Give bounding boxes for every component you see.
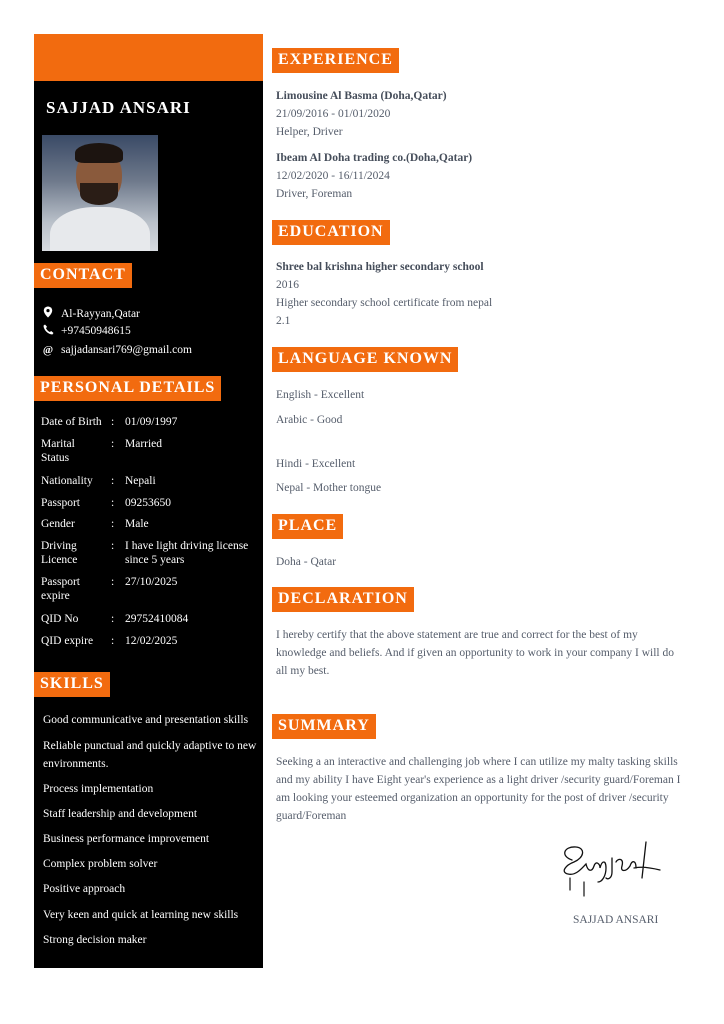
language-heading: LANGUAGE KNOWN <box>272 347 458 372</box>
place-heading: PLACE <box>272 514 343 539</box>
language-item: Nepal - Mother tongue <box>276 482 382 494</box>
location-pin-icon <box>42 306 54 321</box>
personal-row-licence: Driving Licence : I have light driving license since 5 years <box>41 540 249 566</box>
contact-email: @ sajjadansari769@gmail.com <box>42 344 192 356</box>
skill-item: Positive approach <box>43 883 126 895</box>
declaration-text: I hereby certify that the above statement are true and correct for the best of my knowledge and beliefs. And if given an opportunity to work in your company I will do all my best. <box>276 629 674 677</box>
personal-row-qid: QID No : 29752410084 <box>41 613 189 625</box>
personal-row-gender: Gender : Male <box>41 518 149 530</box>
experience-dates: 21/09/2016 - 01/01/2020 <box>276 108 391 120</box>
skill-item: Reliable punctual and quickly adaptive to new environments. <box>43 740 257 770</box>
experience-dates: 12/02/2020 - 16/11/2024 <box>276 170 390 182</box>
contact-heading: CONTACT <box>34 263 132 288</box>
language-item: Hindi - Excellent <box>276 458 356 470</box>
experience-role: Driver, Foreman <box>276 188 353 200</box>
education-certificate: Higher secondary school certificate from nepal <box>276 297 493 309</box>
personal-details-heading: PERSONAL DETAILS <box>34 376 221 401</box>
language-item: English - Excellent <box>276 389 365 401</box>
education-grade: 2.1 <box>276 315 291 327</box>
skill-item: Business performance improvement <box>43 833 210 845</box>
signature <box>556 838 666 904</box>
phone-icon <box>42 324 54 338</box>
experience-heading: EXPERIENCE <box>272 48 399 73</box>
sidebar-accent-bar <box>34 34 263 81</box>
experience-company: Limousine Al Basma (Doha,Qatar) <box>276 90 447 102</box>
education-heading: EDUCATION <box>272 220 390 245</box>
personal-row-passport: Passport : 09253650 <box>41 497 171 509</box>
personal-row-dob: Date of Birth : 01/09/1997 <box>41 416 178 428</box>
skill-item: Staff leadership and development <box>43 808 198 820</box>
candidate-name: SAJJAD ANSARI <box>46 98 191 117</box>
skill-item: Very keen and quick at learning new skills <box>43 909 239 921</box>
skills-heading: SKILLS <box>34 672 110 697</box>
personal-row-marital: Marital Status : Married <box>41 438 163 464</box>
personal-row-nationality: Nationality : Nepali <box>41 475 156 487</box>
at-sign-icon: @ <box>42 344 54 356</box>
experience-role: Helper, Driver <box>276 126 343 138</box>
skill-item: Complex problem solver <box>43 858 158 870</box>
declaration-heading: DECLARATION <box>272 587 414 612</box>
signature-name: SAJJAD ANSARI <box>573 914 659 926</box>
education-school: Shree bal krishna higher secondary school <box>276 261 484 273</box>
summary-heading: SUMMARY <box>272 714 376 739</box>
contact-phone: +97450948615 <box>42 324 131 338</box>
skill-item: Good communicative and presentation skills <box>43 714 249 726</box>
summary-text: Seeking a an interactive and challenging job where I can utilize my malty tasking skills and my ability I have Eight year's experience as a light driver /security guard/Foreman I am looking your esteemed organization an opportunity for the post of driver /security guard/Foreman <box>276 756 681 822</box>
sidebar <box>34 34 263 968</box>
place-value: Doha - Qatar <box>276 556 337 568</box>
education-year: 2016 <box>276 279 299 291</box>
skill-item: Process implementation <box>43 783 154 795</box>
personal-row-passport-expire: Passport expire : 27/10/2025 <box>41 576 178 602</box>
skill-item: Strong decision maker <box>43 934 147 946</box>
experience-company: Ibeam Al Doha trading co.(Doha,Qatar) <box>276 152 473 164</box>
language-item: Arabic - Good <box>276 414 343 426</box>
profile-photo <box>42 135 158 251</box>
contact-location: Al-Rayyan,Qatar <box>42 306 140 321</box>
personal-row-qid-expire: QID expire : 12/02/2025 <box>41 635 178 647</box>
